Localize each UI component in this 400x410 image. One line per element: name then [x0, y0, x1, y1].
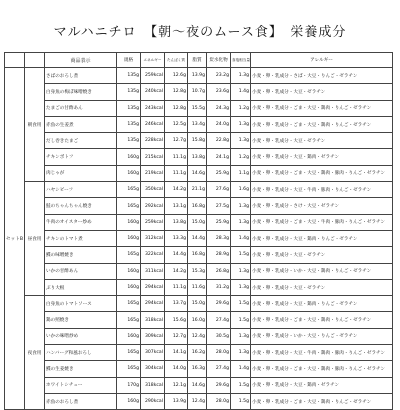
item-spec: 135g	[117, 68, 141, 84]
item-spec: 165g	[117, 361, 141, 377]
item-salt: 1.4g	[231, 230, 251, 246]
item-protein: 13.1g	[165, 198, 188, 214]
item-fat: 13.4g	[188, 116, 207, 132]
item-energy: 294kcal	[141, 279, 165, 295]
item-protein: 12.6g	[165, 68, 188, 84]
item-allergy: 小麦・卵・乳成分・ごま・大豆・鶏肉・りんご・ゼラチン	[251, 393, 393, 409]
item-name: 牛肉のオイスター炒め	[45, 214, 117, 230]
item-name: ハンバーグ和風おろし	[45, 345, 117, 361]
header-name: 商品表示	[45, 53, 117, 68]
table-row	[5, 312, 393, 328]
table-row	[5, 149, 393, 165]
item-name: 肉じゃが	[45, 165, 117, 181]
item-name: 鰈の味噌焼き	[45, 247, 117, 263]
item-energy: 322kcal	[141, 247, 165, 263]
header-protein: たんぱく質	[165, 53, 188, 68]
item-protein: 12.1g	[165, 377, 188, 393]
item-spec: 165g	[117, 247, 141, 263]
item-salt: 1.4g	[231, 361, 251, 377]
item-energy: 304kcal	[141, 361, 165, 377]
item-energy: 311kcal	[141, 263, 165, 279]
item-spec: 135g	[117, 100, 141, 116]
header-carb: 炭水化物	[207, 53, 231, 68]
item-spec: 160g	[117, 393, 141, 409]
item-fat: 12.4g	[188, 328, 207, 344]
item-protein: 12.7g	[165, 133, 188, 149]
item-allergy: 小麦・卵・乳成分・ごま・大豆・鶏肉・りんご・ゼラチン	[251, 100, 393, 116]
table-row	[5, 214, 393, 230]
table-body	[5, 68, 393, 410]
item-fat: 16.8g	[188, 247, 207, 263]
item-protein: 13.8g	[165, 214, 188, 230]
header-set	[5, 53, 25, 68]
item-salt: 1.5g	[231, 312, 251, 328]
item-salt: 1.3g	[231, 198, 251, 214]
header-fat: 脂質	[188, 53, 207, 68]
item-carb: 27.5g	[207, 198, 231, 214]
item-allergy: 小麦・卵・乳成分・大豆・鶏肉・ゼラチン	[251, 149, 393, 165]
item-carb: 28.0g	[207, 393, 231, 409]
table-row	[5, 279, 393, 295]
item-energy: 215kcal	[141, 149, 165, 165]
table-row	[5, 116, 393, 132]
item-protein: 11.1g	[165, 149, 188, 165]
item-fat: 14.6g	[188, 165, 207, 181]
item-salt: 1.3g	[231, 279, 251, 295]
item-energy: 350kcal	[141, 182, 165, 198]
item-spec: 160g	[117, 263, 141, 279]
header-allergy: アレルギー	[251, 53, 393, 68]
item-protein: 15.6g	[165, 312, 188, 328]
item-protein: 11.1g	[165, 279, 188, 295]
item-salt: 1.3g	[231, 214, 251, 230]
item-salt: 1.3g	[231, 328, 251, 344]
item-name: チキンポトフ	[45, 149, 117, 165]
item-name: チキンのトマト煮	[45, 230, 117, 246]
header-energy: エネルギー	[141, 53, 165, 68]
item-fat: 10.7g	[188, 84, 207, 100]
item-protein: 12.8g	[165, 84, 188, 100]
table-row	[5, 230, 393, 246]
item-name: だし巻きたまご	[45, 133, 117, 149]
item-name: 鶏の照焼き	[45, 312, 117, 328]
item-fat: 15.5g	[188, 100, 207, 116]
item-fat: 15.0g	[188, 296, 207, 312]
item-fat: 15.3g	[188, 263, 207, 279]
item-protein: 14.1g	[165, 345, 188, 361]
item-name: 鮭のちゃんちゃん焼き	[45, 198, 117, 214]
item-allergy: 小麦・卵・乳成分・ごま・大豆・鶏肉・りんご・ゼラチン	[251, 312, 393, 328]
item-carb: 25.9g	[207, 214, 231, 230]
table-row	[5, 263, 393, 279]
item-salt: 1.2g	[231, 100, 251, 116]
item-carb: 27.4g	[207, 312, 231, 328]
item-allergy: 小麦・卵・乳成分・いか・大豆・鶏肉・りんご・ゼラチン	[251, 263, 393, 279]
item-name: さばのおろし煮	[45, 68, 117, 84]
item-name: 赤魚の生姜煮	[45, 116, 117, 132]
item-spec: 165g	[117, 312, 141, 328]
item-carb: 30.5g	[207, 328, 231, 344]
header-meal	[25, 53, 45, 68]
item-fat: 21.1g	[188, 182, 207, 198]
item-spec: 135g	[117, 116, 141, 132]
item-energy: 259kcal	[141, 68, 165, 84]
item-spec: 165g	[117, 182, 141, 198]
item-fat: 16.3g	[188, 361, 207, 377]
item-energy: 307kcal	[141, 345, 165, 361]
item-allergy: 小麦・卵・乳成分・大豆・ゼラチン	[251, 247, 393, 263]
table-row	[5, 345, 393, 361]
item-fat: 11.6g	[188, 279, 207, 295]
item-energy: 259kcal	[141, 214, 165, 230]
item-protein: 12.7g	[165, 328, 188, 344]
item-allergy: 小麦・卵・乳成分・大豆・鶏肉・ゼラチン	[251, 377, 393, 393]
item-spec: 170g	[117, 377, 141, 393]
item-carb: 27.6g	[207, 182, 231, 198]
item-allergy: 小麦・卵・乳成分・ごま・大豆・鶏肉・豚肉・りんご・ゼラチン	[251, 361, 393, 377]
item-protein: 14.0g	[165, 361, 188, 377]
item-fat: 13.9g	[188, 68, 207, 84]
set-label: セットB	[5, 68, 25, 410]
item-protein: 13.3g	[165, 230, 188, 246]
item-carb: 27.4g	[207, 361, 231, 377]
item-allergy: 小麦・卵・乳成分・大豆・鶏肉・りんご・ゼラチン	[251, 296, 393, 312]
item-salt: 1.3g	[231, 263, 251, 279]
item-fat: 16.0g	[188, 312, 207, 328]
item-salt: 1.5g	[231, 296, 251, 312]
item-allergy: 小麦・卵・乳成分・大豆・牛肉・鶏肉・豚肉・りんご・ゼラチン	[251, 345, 393, 361]
item-name: 鰈の生姜焼き	[45, 361, 117, 377]
item-protein: 12.5g	[165, 116, 188, 132]
item-protein: 14.2g	[165, 263, 188, 279]
item-salt: 1.2g	[231, 149, 251, 165]
item-carb: 31.2g	[207, 279, 231, 295]
item-allergy: 小麦・卵・乳成分・大豆・ゼラチン	[251, 279, 393, 295]
item-allergy: 小麦・卵・乳成分・大豆・牛肉・豚肉・りんご・ゼラチン	[251, 182, 393, 198]
item-salt: 1.5g	[231, 377, 251, 393]
item-spec: 160g	[117, 149, 141, 165]
item-fat: 14.4g	[188, 230, 207, 246]
item-fat: 12.4g	[188, 393, 207, 409]
item-name: たまごの甘酢あん	[45, 100, 117, 116]
item-energy: 318kcal	[141, 377, 165, 393]
item-salt: 1.3g	[231, 116, 251, 132]
item-energy: 318kcal	[141, 312, 165, 328]
item-carb: 28.0g	[207, 345, 231, 361]
item-energy: 228kcal	[141, 133, 165, 149]
table-row	[5, 247, 393, 263]
item-allergy: 小麦・卵・乳成分・ごま・大豆・牛肉・豚肉・りんご・ゼラチン	[251, 214, 393, 230]
item-allergy: 小麦・卵・乳成分・さけ・大豆・ゼラチン	[251, 198, 393, 214]
item-fat: 15.0g	[188, 214, 207, 230]
meal-section-label: 夜食用	[25, 296, 45, 410]
item-carb: 26.8g	[207, 263, 231, 279]
item-allergy: 小麦・卵・乳成分・いか・大豆・りんご・ゼラチン	[251, 328, 393, 344]
item-carb: 28.3g	[207, 230, 231, 246]
page-title: マルハニチロ 【朝～夜のムース食】 栄養成分	[53, 25, 347, 40]
item-protein: 14.2g	[165, 182, 188, 198]
meal-section-label: 昼食用	[25, 182, 45, 296]
item-protein: 11.1g	[165, 165, 188, 181]
item-name: 白身魚のトマトソース	[45, 296, 117, 312]
item-carb: 24.0g	[207, 116, 231, 132]
item-salt: 1.5g	[231, 247, 251, 263]
item-name: ハヤシビーフ	[45, 182, 117, 198]
item-fat: 15.8g	[188, 133, 207, 149]
table-row	[5, 133, 393, 149]
item-spec: 160g	[117, 279, 141, 295]
item-salt: 1.4g	[231, 84, 251, 100]
item-energy: 312kcal	[141, 230, 165, 246]
item-salt: 1.1g	[231, 165, 251, 181]
header-salt: 食塩相当量	[231, 53, 251, 68]
item-spec: 160g	[117, 328, 141, 344]
item-name: 白身魚の梅ぽ味噌焼き	[45, 84, 117, 100]
item-carb: 29.6g	[207, 377, 231, 393]
item-salt: 1.3g	[231, 68, 251, 84]
meal-section-label: 朝食用	[25, 68, 45, 182]
table-row	[5, 328, 393, 344]
item-fat: 13.8g	[188, 149, 207, 165]
item-allergy: 小麦・卵・乳成分・大豆・ゼラチン	[251, 133, 393, 149]
item-carb: 29.6g	[207, 296, 231, 312]
item-name: いかの味噌炒め	[45, 328, 117, 344]
item-name: 赤魚のおろし煮	[45, 393, 117, 409]
item-protein: 14.4g	[165, 247, 188, 263]
item-allergy: 小麦・卵・乳成分・ごま・大豆・鶏肉・りんご・ゼラチン	[251, 116, 393, 132]
item-carb: 22.8g	[207, 133, 231, 149]
table-row	[5, 84, 393, 100]
item-energy: 240kcal	[141, 84, 165, 100]
table-row	[5, 361, 393, 377]
item-spec: 165g	[117, 198, 141, 214]
item-protein: 12.8g	[165, 100, 188, 116]
item-allergy: 小麦・卵・乳成分・大豆・鶏肉・りんご・ゼラチン	[251, 230, 393, 246]
item-fat: 14.6g	[188, 377, 207, 393]
table-row	[5, 393, 393, 409]
item-spec: 160g	[117, 165, 141, 181]
item-salt: 1.3g	[231, 133, 251, 149]
table-row	[5, 182, 393, 198]
item-spec: 135g	[117, 84, 141, 100]
item-energy: 294kcal	[141, 296, 165, 312]
item-allergy: 小麦・卵・乳成分・さば・大豆・りんご・ゼラチン	[251, 68, 393, 84]
item-carb: 23.2g	[207, 68, 231, 84]
table-row	[5, 377, 393, 393]
item-energy: 292kcal	[141, 198, 165, 214]
table-row	[5, 296, 393, 312]
item-energy: 246kcal	[141, 116, 165, 132]
item-salt: 1.5g	[231, 393, 251, 409]
item-salt: 1.6g	[231, 182, 251, 198]
item-carb: 23.6g	[207, 84, 231, 100]
item-protein: 13.9g	[165, 393, 188, 409]
item-fat: 16.2g	[188, 345, 207, 361]
item-allergy: 小麦・卵・乳成分・ごま・大豆・鶏肉・豚肉・りんご・ゼラチン	[251, 165, 393, 181]
table-row	[5, 165, 393, 181]
item-energy: 243kcal	[141, 100, 165, 116]
item-name: いかの甘酢あん	[45, 263, 117, 279]
item-carb: 24.1g	[207, 149, 231, 165]
nutrition-table	[4, 52, 393, 410]
item-carb: 24.3g	[207, 100, 231, 116]
item-carb: 25.9g	[207, 165, 231, 181]
item-carb: 28.9g	[207, 247, 231, 263]
item-allergy: 小麦・卵・乳成分・大豆・ゼラチン	[251, 84, 393, 100]
table-row	[5, 68, 393, 84]
item-spec: 165g	[117, 296, 141, 312]
item-spec: 160g	[117, 230, 141, 246]
item-protein: 13.7g	[165, 296, 188, 312]
item-energy: 290kcal	[141, 393, 165, 409]
table-header	[5, 53, 393, 68]
table-row	[5, 100, 393, 116]
item-energy: 309kcal	[141, 328, 165, 344]
item-name: ぶり大根	[45, 279, 117, 295]
item-name: ホワイトシチュー	[45, 377, 117, 393]
item-spec: 165g	[117, 345, 141, 361]
item-energy: 219kcal	[141, 165, 165, 181]
item-salt: 1.3g	[231, 345, 251, 361]
header-spec: 規格	[117, 53, 141, 68]
item-fat: 16.8g	[188, 198, 207, 214]
table-row	[5, 198, 393, 214]
item-spec: 135g	[117, 133, 141, 149]
item-spec: 160g	[117, 214, 141, 230]
